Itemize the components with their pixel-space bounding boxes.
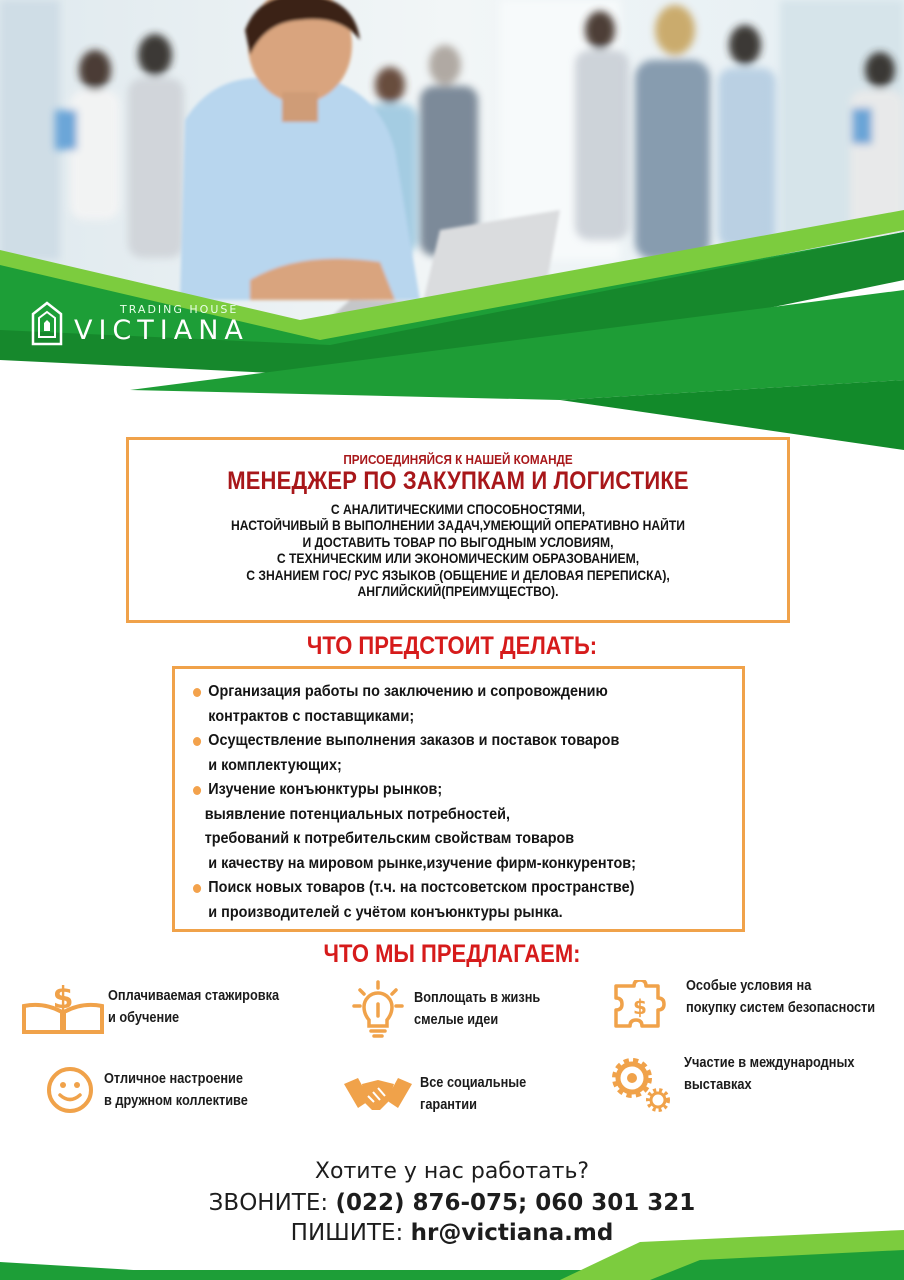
- benefit-line: смелые идеи: [414, 1012, 499, 1028]
- benefit-item: [352, 980, 558, 1038]
- benefit-line: Особые условия на: [686, 978, 812, 994]
- benefit-item: [22, 978, 302, 1036]
- benefit-line: Все социальные: [420, 1075, 527, 1091]
- duty-text: и производителей с учётом конъюнктуры рынка.: [208, 903, 563, 921]
- green-banner-shapes: [0, 0, 904, 450]
- duty-text: Поиск новых товаров (т.ч. на постсоветском пространстве): [208, 879, 635, 896]
- benefit-line: и обучение: [108, 1010, 180, 1026]
- duty-text: Изучение конъюнктуры рынков;: [208, 781, 443, 798]
- lightbulb-icon: [352, 980, 404, 1038]
- duty-line: [193, 680, 687, 705]
- duty-text: Организация работы по заключению и сопровождению: [208, 683, 608, 700]
- duty-line: [193, 705, 687, 730]
- hero-banner: [0, 0, 904, 450]
- benefit-line: Воплощать в жизнь: [414, 990, 541, 1006]
- benefit-item: [344, 1070, 541, 1118]
- benefit-line: в дружном коллективе: [104, 1093, 248, 1109]
- benefit-item: [608, 1054, 878, 1114]
- duty-text: требований к потребительским свойствам товаров: [204, 830, 575, 847]
- phone-label: ЗВОНИТЕ:: [208, 1190, 329, 1216]
- duty-line: [193, 876, 687, 901]
- benefit-text: [108, 985, 279, 1029]
- todo-heading: ЧТО ПРЕДСТОИТ ДЕЛАТЬ:: [306, 632, 598, 660]
- duty-line: [193, 827, 687, 852]
- benefit-item: [612, 980, 901, 1032]
- bullet-icon: [193, 884, 201, 893]
- offer-heading: ЧТО МЫ ПРЕДЛАГАЕМ:: [323, 940, 581, 968]
- duty-text: и комплектующих;: [208, 756, 342, 774]
- join-team-text: ПРИСОЕДИНЯЙСЯ К НАШЕЙ КОМАНДЕ: [343, 452, 573, 467]
- brand-name: VICTIANA: [74, 314, 249, 346]
- smiley-icon: [46, 1066, 94, 1114]
- job-description-box: [126, 437, 790, 623]
- duty-line: [193, 754, 687, 779]
- benefit-line: Оплачиваемая стажировка: [108, 988, 280, 1004]
- handshake-icon: [344, 1070, 412, 1118]
- benefit-text: [104, 1068, 248, 1112]
- phone-numbers[interactable]: (022) 876-075; 060 301 321: [335, 1190, 696, 1216]
- duty-line: [193, 729, 687, 754]
- benefit-item: [46, 1066, 267, 1114]
- duty-text: и качеству на мировом рынке,изучение фирм-конкурентов;: [208, 854, 636, 872]
- requirement-line: С АНАЛИТИЧЕСКИМИ СПОСОБНОСТЯМИ,: [330, 502, 586, 517]
- svg-text:$: $: [633, 995, 647, 1019]
- benefit-text: [686, 975, 875, 1019]
- email-link[interactable]: hr@victiana.md: [410, 1220, 614, 1246]
- puzzle-dollar-icon: [612, 980, 676, 1032]
- requirement-line: И ДОСТАВИТЬ ТОВАР ПО ВЫГОДНЫМ УСЛОВИЯМ,: [302, 534, 614, 550]
- phone-line: [0, 1190, 904, 1216]
- requirement-line: С ТЕХНИЧЕСКИМ ИЛИ ЭКОНОМИЧЕСКИМ ОБРАЗОВАНИЕМ,: [276, 551, 640, 567]
- book-dollar-icon: [22, 978, 104, 1036]
- benefit-text: [684, 1052, 854, 1096]
- svg-text:$: $: [52, 981, 74, 1016]
- benefit-line: Отличное настроение: [104, 1071, 243, 1087]
- email-label: ПИШИТЕ:: [290, 1220, 404, 1246]
- duty-line: [193, 778, 687, 803]
- bullet-icon: [193, 688, 201, 697]
- duties-box: [172, 666, 745, 932]
- duty-line: [193, 803, 687, 828]
- bullet-icon: [193, 737, 201, 746]
- requirement-line: АНГЛИЙСКИЙ(ПРЕИМУЩЕСТВО).: [357, 584, 559, 600]
- job-requirements: [129, 502, 787, 600]
- requirement-line: НАСТОЙЧИВЫЙ В ВЫПОЛНЕНИИ ЗАДАЧ,УМЕЮЩИЙ ОПЕРАТИВНО НАЙТИ: [230, 518, 686, 534]
- house-logo-icon: [30, 300, 64, 348]
- footer-green-shapes: [0, 1230, 904, 1280]
- duty-line: [193, 852, 687, 877]
- job-title: МЕНЕДЖЕР ПО ЗАКУПКАМ И ЛОГИСТИКЕ: [227, 467, 689, 495]
- duty-line: [193, 901, 687, 926]
- benefit-text: [420, 1072, 526, 1116]
- benefit-line: покупку систем безопасности: [686, 1000, 876, 1016]
- bullet-icon: [193, 786, 201, 795]
- gears-icon: [608, 1054, 672, 1114]
- duty-text: выявление потенциальных потребностей,: [204, 805, 510, 823]
- requirement-line: С ЗНАНИЕМ ГОС/ РУС ЯЗЫКОВ (ОБЩЕНИЕ И ДЕЛОВАЯ ПЕРЕПИСКА),: [246, 567, 670, 583]
- benefit-line: Участие в международных: [684, 1055, 855, 1071]
- duty-text: Осуществление выполнения заказов и поставок товаров: [208, 732, 620, 749]
- contact-question: Хотите у нас работать?: [314, 1159, 590, 1184]
- brand-subtitle: TRADING HOUSE: [120, 302, 239, 316]
- brand-logo: [30, 300, 249, 348]
- duty-text: контрактов с поставщиками;: [208, 707, 415, 725]
- benefit-text: [414, 987, 540, 1031]
- benefit-line: гарантии: [420, 1097, 477, 1113]
- benefit-line: выставках: [684, 1077, 752, 1093]
